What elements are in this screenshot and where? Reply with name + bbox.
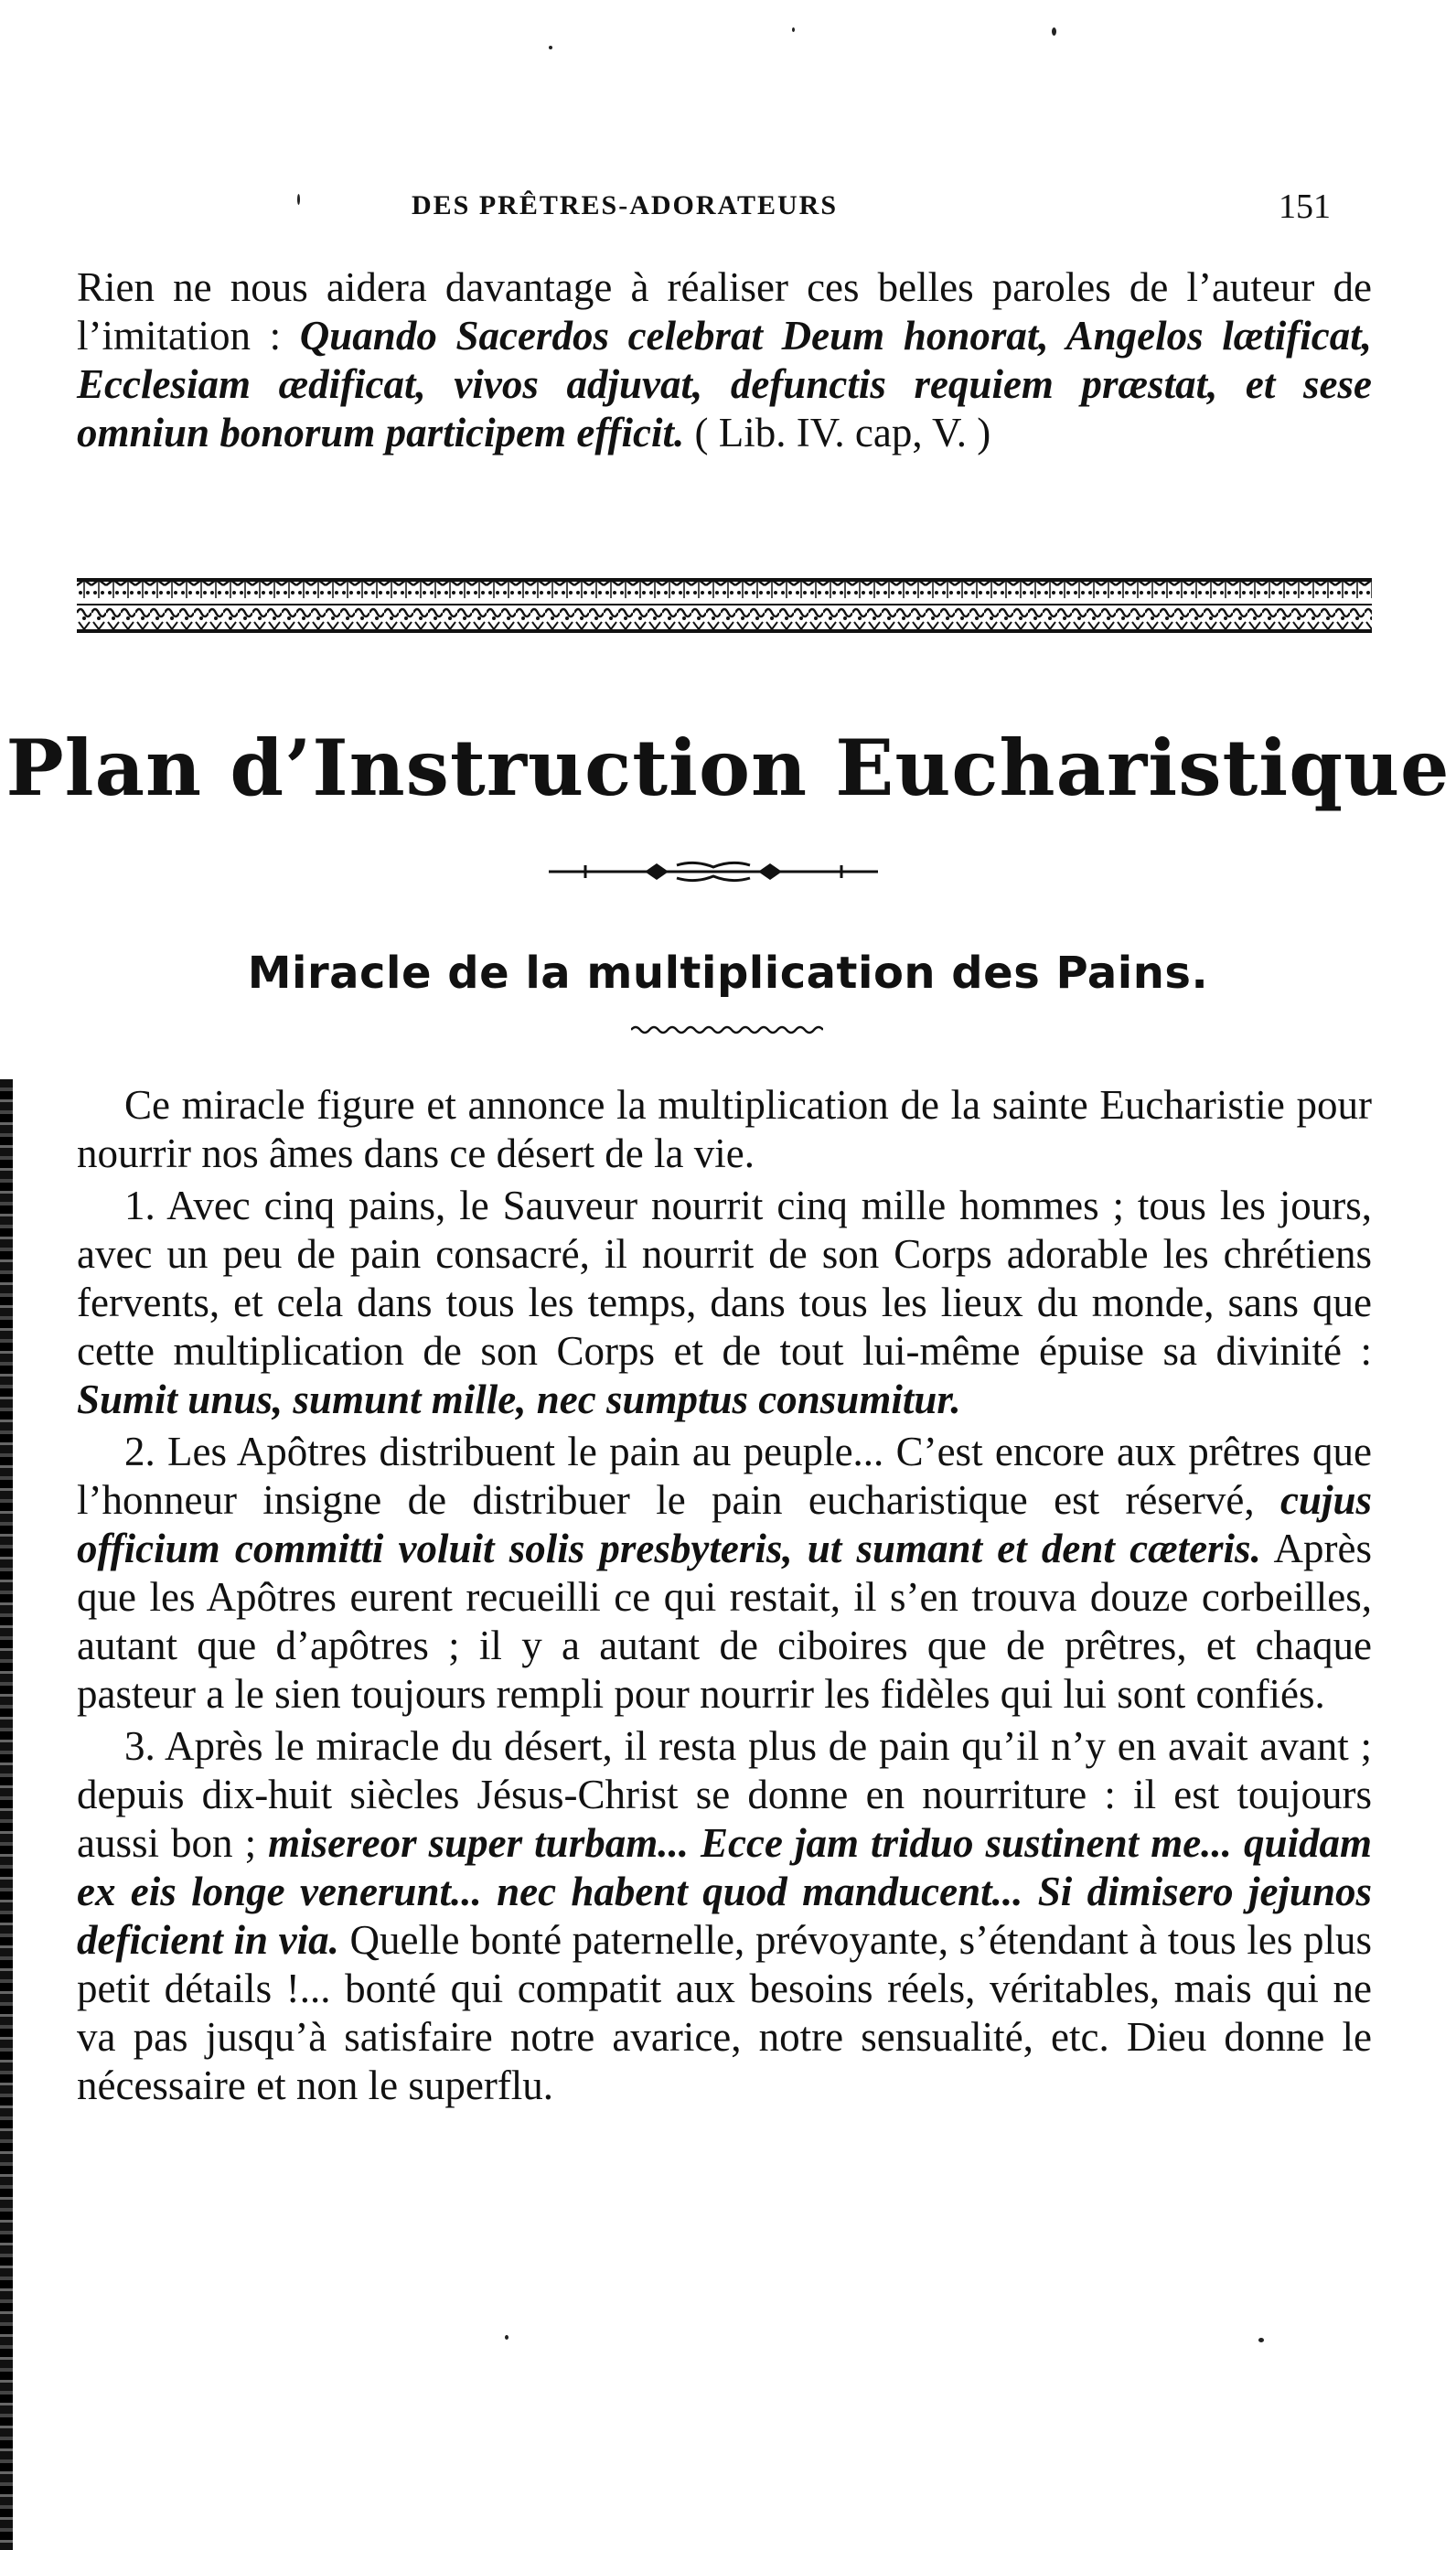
subtitle-squiggle (631, 1024, 823, 1035)
scan-speck (505, 2335, 509, 2340)
page-number: 151 (1279, 188, 1331, 226)
running-header (0, 190, 1456, 227)
scan-speck (1258, 2338, 1264, 2342)
instruction-body (77, 1081, 1372, 2110)
title-ornament (549, 860, 878, 884)
point-1-latin: Sumit unus, sumunt mille, nec sumptus consumitur. (77, 1377, 961, 1422)
point-1-paragraph (77, 1182, 1372, 1424)
point-3-paragraph (77, 1722, 1372, 2110)
section-title: Plan d’Instruction Eucharistique (5, 723, 1451, 813)
intro-paragraph (77, 263, 1372, 457)
point-3-latin: misereor super turbam... Ecce jam triduo sustinent me... quidam ex eis longe venerunt... nec habent quod manducent... Si dimisero jejunos deficient in via. (77, 1820, 1372, 1963)
point-2-paragraph (77, 1428, 1372, 1719)
scan-speck (549, 46, 552, 49)
scan-speck (792, 27, 795, 32)
ornamental-border (77, 578, 1372, 633)
intro-text: Rien ne nous aidera davantage à réaliser ces belles paroles de l’auteur de l’imitation : (77, 264, 1372, 359)
point-3-text-cont: Quelle bonté paternelle, prévoyante, s’étendant à tous les plus petit détails !... bonté qui compatit aux besoins réels, véritables, mais qui ne va pas jusqu’à satisfaire notre avarice, notre sensualité, etc. Dieu donne le nécessaire et non le superflu. (77, 1917, 1372, 2108)
scan-speck (1052, 27, 1056, 36)
citation: ( Lib. IV. cap, V. ) (684, 410, 991, 455)
point-2-latin: cujus officium committi voluit solis presbyteris, ut sumant et dent cæteris. (77, 1477, 1372, 1571)
point-2-text: 2. Les Apôtres distribuent le pain au peuple... C’est encore aux prêtres que l’honneur insigne de distribuer le pain eucharistique est réservé, (77, 1429, 1372, 1523)
running-title: DES PRÊTRES-ADORATEURS (412, 190, 839, 220)
section-subtitle: Miracle de la multiplication des Pains. (247, 948, 1209, 999)
opening-paragraph: Ce miracle figure et annonce la multiplication de la sainte Eucharistie pour nourrir nos âmes dans ce désert de la vie. (77, 1082, 1372, 1176)
point-2-text-cont: Après que les Apôtres eurent recueilli ce qui restait, il s’en trouva douze corbeilles, autant que d’apôtres ; il y a autant de ciboires que de prêtres, et chaque pasteur a le sien toujours rempli pour nourrir les fidèles qui lui sont confiés. (77, 1526, 1372, 1717)
point-1-text: 1. Avec cinq pains, le Sauveur nourrit cinq mille hommes ; tous les jours, avec un peu de pain consacré, il nourrit de son Corps adorable les chrétiens fervents, et cela dans tous les temps, dans tous les lieux du monde, sans que cette multiplication de son Corps et de tout lui-même épuise sa divinité : (77, 1183, 1372, 1374)
latin-quote: Quando Sacerdos celebrat Deum honorat, Angelos lætificat, Ecclesiam ædificat, vivos adjuvat, defunctis requiem præstat, et sese omniun bonorum participem efficit. (77, 313, 1372, 455)
point-3-text: 3. Après le miracle du désert, il resta plus de pain qu’il n’y en avait avant ; depuis dix-huit siècles Jésus-Christ se donne en nourriture : il est toujours aussi bon ; (77, 1723, 1372, 1866)
scan-edge-shadow (0, 1079, 13, 2550)
